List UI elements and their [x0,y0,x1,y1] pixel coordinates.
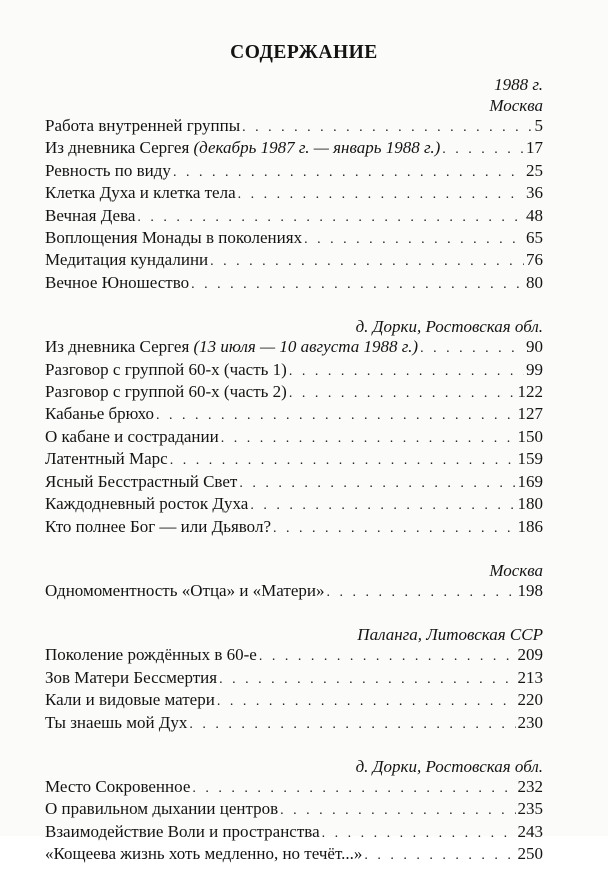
entry-page-number: 48 [526,205,543,225]
entry-page-number: 150 [517,426,543,446]
entry-title: Место Сокровенное [45,776,191,796]
entry-page-number: 65 [526,228,543,248]
dot-leader [442,140,524,160]
toc-section [45,316,543,539]
entry-title: «Кощеева жизнь хоть медленно, но течёт...» [45,844,363,864]
entry-title: Поколение рождённых в 60-е [45,645,257,665]
entry-page-number: 198 [517,580,543,600]
dot-leader [238,185,524,205]
dot-leader [156,406,515,426]
entry-page-number: 76 [526,250,543,270]
dot-leader [364,846,515,866]
toc-entry[interactable] [45,581,543,603]
entry-title: Клетка Духа и клетка тела [45,183,236,203]
entry-page-number: 232 [517,776,543,796]
entry-page-number: 36 [526,183,543,203]
entry-page-number: 186 [517,516,543,536]
dot-leader [289,362,524,382]
entry-title: Разговор с группой 60-х (часть 2) [45,382,287,402]
toc-entry[interactable] [45,494,543,516]
toc-entry[interactable] [45,138,543,160]
toc-entry[interactable] [45,161,543,183]
dot-leader [219,670,515,690]
toc-entry[interactable] [45,472,543,494]
toc-entry[interactable] [45,337,543,359]
entry-page-number: 99 [526,359,543,379]
entry-title: Вечная Дева [45,205,136,225]
toc-entry[interactable] [45,517,543,539]
dot-leader [217,692,516,712]
toc-entry[interactable] [45,777,543,799]
dot-leader [280,801,515,821]
toc-entry[interactable] [45,668,543,690]
entry-page-number: 90 [526,337,543,357]
dot-leader [242,118,532,138]
dot-leader [250,496,515,516]
toc-entry[interactable] [45,206,543,228]
entry-page-number: 220 [517,690,543,710]
toc-entry[interactable] [45,360,543,382]
entry-title: Ревность по виду [45,160,171,180]
entry-title: Взаимодействие Воли и пространства [45,821,320,841]
entry-title: Разговор с группой 60-х (часть 1) [45,359,287,379]
page-title: СОДЕРЖАНИЕ [230,42,378,63]
entry-title: Латентный Марс [45,449,168,469]
entry-title: О кабане и сострадании [45,426,219,446]
dot-leader [221,429,516,449]
entry-page-number: 180 [517,494,543,514]
entry-title: Одномоментность «Отца» и «Матери» [45,580,325,600]
section-location: Москва [489,96,543,115]
toc-section [45,756,543,867]
table-of-contents [45,74,543,888]
entry-page-number: 122 [517,382,543,402]
entry-title: Медитация кундалини [45,250,209,270]
toc-entry[interactable] [45,713,543,735]
entry-note: (декабрь 1987 г. — январь 1988 г.) [193,138,441,158]
entry-page-number: 159 [517,449,543,469]
entry-title: Из дневника Сергея (декабрь 1987 г. — январь 1988 г.) [45,138,441,158]
entry-title: Каждодневный росток Духа [45,494,249,514]
dot-leader [189,715,515,735]
entry-title: Кали и видовые матери [45,690,215,710]
toc-entry[interactable] [45,449,543,471]
entry-title: О правильном дыхании центров [45,799,279,819]
section-location: д. Дорки, Ростовская обл. [355,317,543,337]
toc-entry[interactable] [45,228,543,250]
entry-title: Кто полнее Бог — или Дьявол? [45,516,271,536]
dot-leader [191,275,524,295]
dot-leader [304,230,524,250]
entry-page-number: 250 [517,844,543,864]
entry-page-number: 5 [534,116,543,135]
entry-title: Вечное Юношество [45,272,190,292]
dot-leader [326,583,515,603]
entry-title: Ясный Бесстрастный Свет [45,471,238,491]
toc-entry[interactable] [45,116,543,138]
section-location: 1988 г. [494,75,543,94]
dot-leader [322,824,516,844]
entry-note: (13 июля — 10 августа 1988 г.) [193,337,419,357]
entry-page-number: 17 [526,138,543,158]
toc-entry[interactable] [45,183,543,205]
entry-page-number: 230 [517,712,543,732]
dot-leader [173,163,524,183]
entry-page-number: 213 [517,667,543,687]
dot-leader [259,647,516,667]
toc-entry[interactable] [45,427,543,449]
toc-entry[interactable] [45,404,543,426]
entry-page-number: 80 [526,272,543,292]
entry-page-number: 243 [517,821,543,841]
dot-leader [210,252,524,272]
toc-entry[interactable] [45,799,543,821]
toc-entry[interactable] [45,273,543,295]
section-location: Паланга, Литовская ССР [357,625,543,645]
toc-section [45,560,543,603]
toc-entry[interactable] [45,822,543,844]
entry-page-number: 235 [517,799,543,819]
section-location: Москва [489,560,543,580]
entry-page-number: 25 [526,160,543,180]
toc-entry[interactable] [45,250,543,272]
entry-title: Из дневника Сергея (13 июля — 10 августа 1988 г.) [45,337,419,357]
dot-leader [192,779,515,799]
section-location: д. Дорки, Ростовская обл. [355,756,543,776]
dot-leader [273,519,516,539]
toc-entry[interactable] [45,645,543,667]
entry-title: Зов Матери Бессмертия [45,667,218,687]
entry-page-number: 209 [517,645,543,665]
dot-leader [289,384,516,404]
toc-entry[interactable] [45,690,543,712]
entry-page-number: 127 [517,404,543,424]
toc-section [45,624,543,735]
toc-section [45,74,543,295]
entry-title: Воплощения Монады в поколениях [45,228,303,248]
dot-leader [420,339,524,359]
toc-entry[interactable] [45,382,543,404]
toc-entry[interactable] [45,844,543,866]
dot-leader [239,474,515,494]
entry-title: Ты знаешь мой Дух [45,712,188,732]
entry-page-number: 169 [517,471,543,491]
dot-leader [170,451,516,471]
entry-title: Кабанье брюхо [45,404,155,424]
entry-title: Работа внутренней группы [45,116,241,135]
dot-leader [137,208,524,228]
